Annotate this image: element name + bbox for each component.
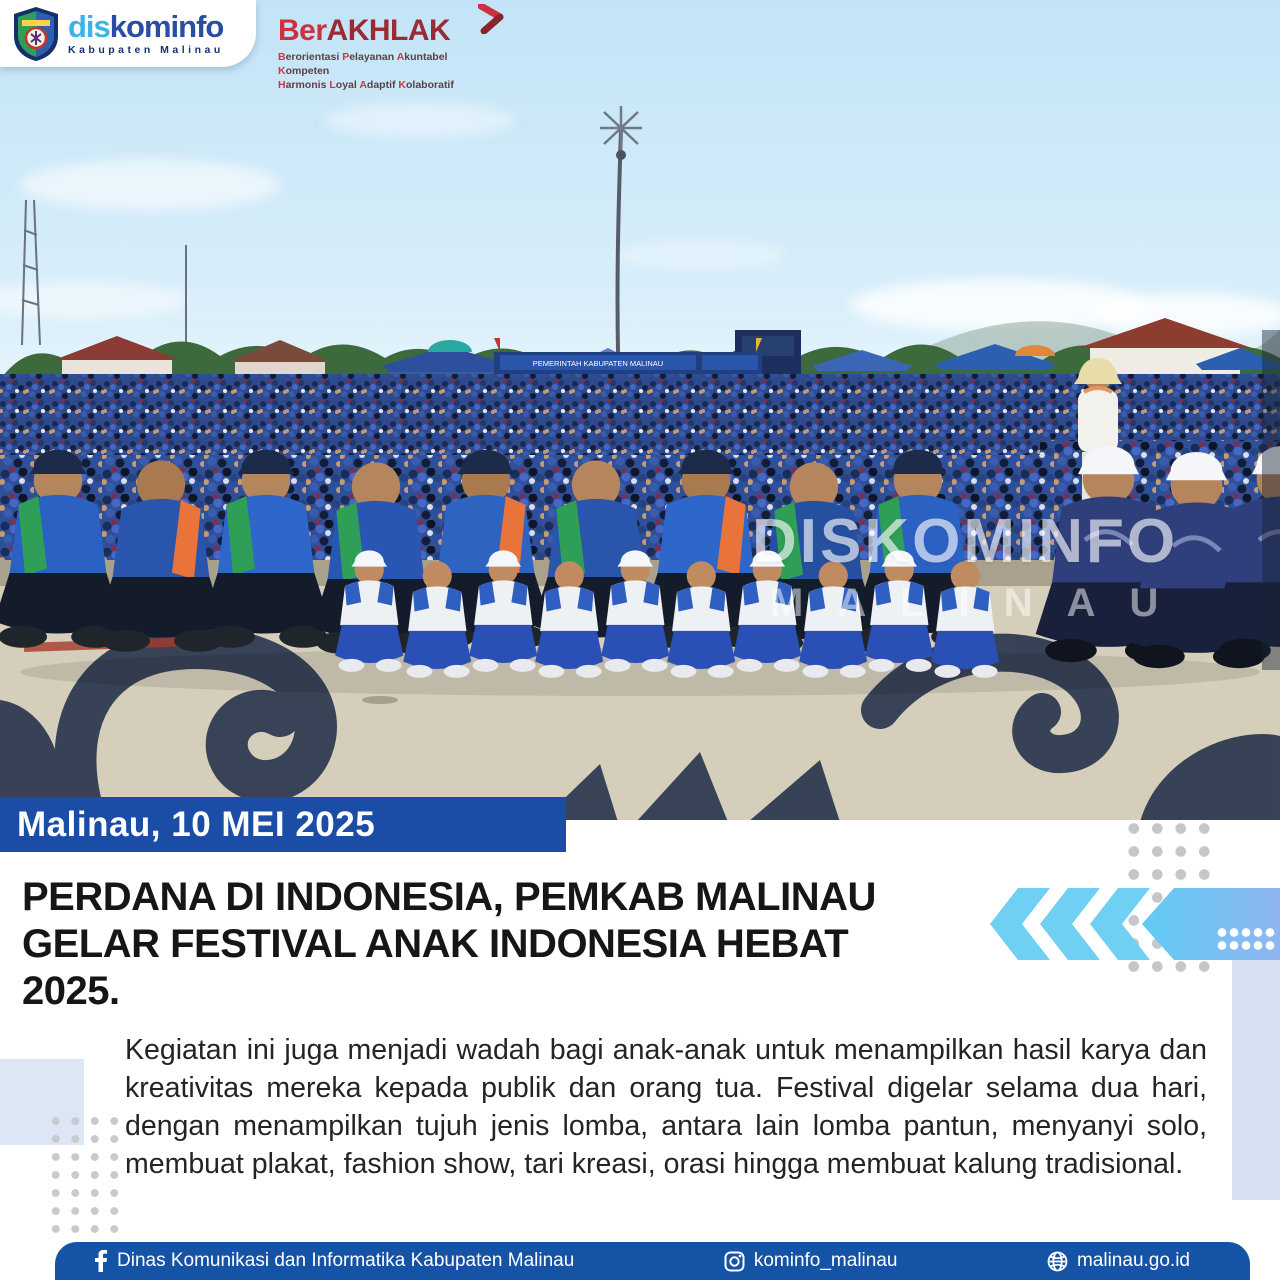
footer-website bbox=[1047, 1250, 1190, 1272]
instagram-icon bbox=[724, 1251, 745, 1272]
date-banner bbox=[0, 797, 566, 852]
instagram-label: kominfo_malinau bbox=[753, 1250, 898, 1271]
pale-panel-left bbox=[0, 1059, 84, 1145]
globe-icon bbox=[1047, 1251, 1068, 1272]
headline: PERDANA DI INDONESIA, PEMKAB MALINAU GELAR FESTIVAL ANAK INDONESIA HEBAT 2025. bbox=[22, 875, 876, 1013]
footer-facebook bbox=[95, 1250, 574, 1272]
diskominfo-logo-pill bbox=[0, 0, 256, 67]
berakhlak-tagline-line1: Berorientasi Pelayanan Akuntabel Kompeten bbox=[278, 51, 448, 77]
stage-banner-text: PEMERINTAH KABUPATEN MALINAU bbox=[532, 359, 664, 368]
berakhlak-logo bbox=[278, 16, 498, 92]
watermark-line1: DISKOMINFO bbox=[752, 507, 1179, 576]
footer-instagram bbox=[724, 1250, 898, 1272]
website-label: malinau.go.id bbox=[1076, 1250, 1190, 1271]
date-text: Malinau, 10 MEI 2025 bbox=[17, 804, 376, 844]
watermark-line2: MALINAU bbox=[770, 581, 1193, 625]
diskominfo-brand: diskominfo bbox=[68, 9, 224, 45]
facebook-icon bbox=[95, 1250, 108, 1272]
article-body: Kegiatan ini juga menjadi wadah bagi anak-anak untuk menampilkan hasil karya dan kreativitas mereka kepada publik dan orang tua. Festival digelar selama dua hari, dengan menampilkan tujuh jenis lomba, antara lain lomba pantun, menyanyi solo, membuat plakat, fashion show, tari kreasi, orasi hingga membuat kalung tradisional. bbox=[125, 1034, 1207, 1180]
diskominfo-shield-icon bbox=[12, 6, 60, 62]
facebook-label: Dinas Komunikasi dan Informatika Kabupaten Malinau bbox=[117, 1250, 575, 1271]
footer-bar bbox=[55, 1242, 1250, 1280]
diskominfo-subtitle: Kabupaten Malinau bbox=[68, 44, 224, 57]
berakhlak-title: BerAKHLAK bbox=[278, 16, 498, 46]
berakhlak-tagline-line2: Harmonis Loyal Adaptif Kolaboratif bbox=[278, 79, 454, 91]
chevron-deco bbox=[988, 888, 1280, 960]
pale-panel-right bbox=[1232, 958, 1280, 1200]
diskominfo-logo-text bbox=[68, 11, 224, 56]
berakhlak-arrow-icon bbox=[478, 4, 504, 34]
